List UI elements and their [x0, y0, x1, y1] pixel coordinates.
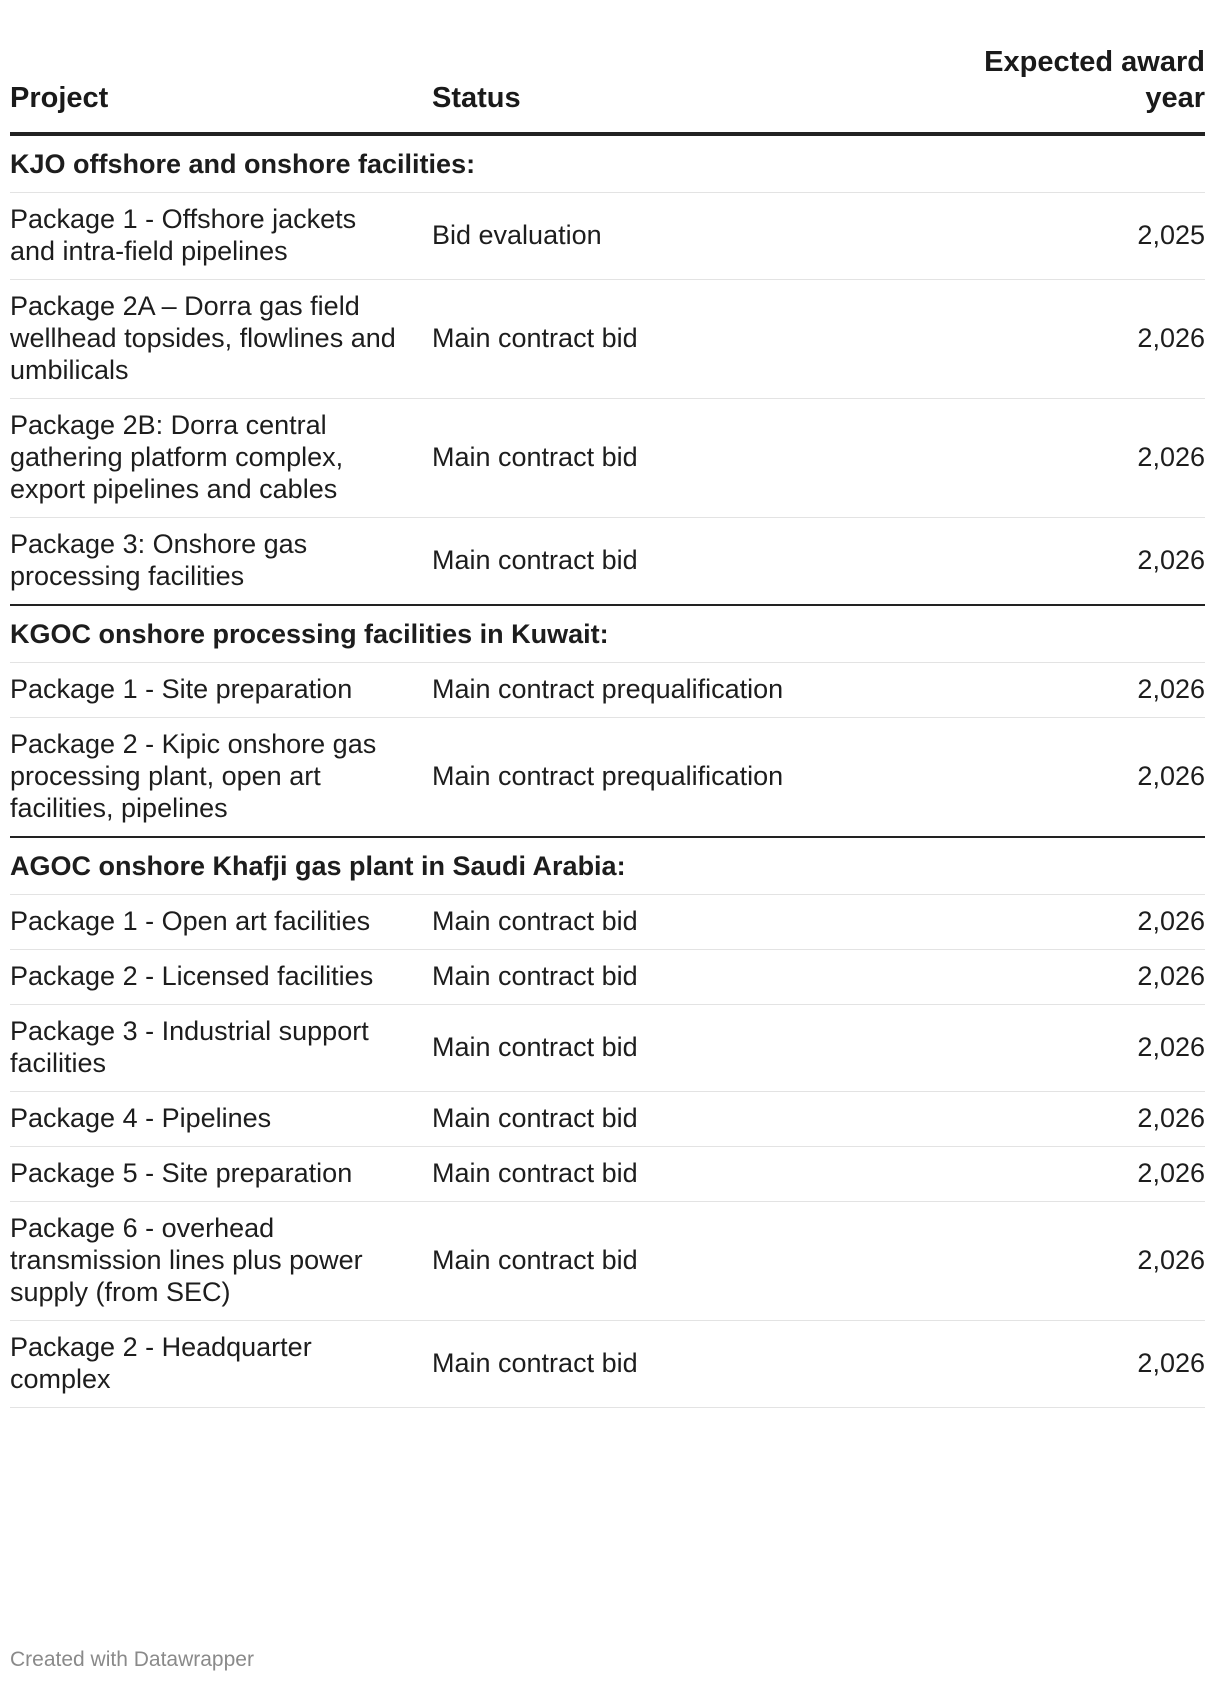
table-body [10, 134, 1205, 1408]
table-header [10, 44, 1205, 134]
table-row [10, 895, 1205, 950]
table-row [10, 1005, 1205, 1092]
project-cell: Package 1 - Site preparation [10, 674, 353, 704]
table-row [10, 1147, 1205, 1202]
award-year-cell: 2,026 [1137, 961, 1205, 991]
status-cell: Main contract bid [432, 442, 638, 472]
project-cell: Package 5 - Site preparation [10, 1158, 353, 1188]
status-cell: Main contract bid [432, 961, 638, 991]
project-cell: Package 1 - Open art facilities [10, 906, 371, 936]
table-row [10, 1321, 1205, 1408]
award-year-cell: 2,026 [1137, 1103, 1205, 1133]
status-cell: Main contract prequalification [432, 674, 784, 704]
project-cell: Package 6 - overhead transmission lines plus power supply (from SEC) [10, 1213, 363, 1307]
status-cell: Main contract bid [432, 906, 638, 936]
award-year-cell: 2,025 [1137, 220, 1205, 250]
group-title: AGOC onshore Khafji gas plant in Saudi Arabia: [10, 851, 626, 881]
award-year-cell: 2,026 [1137, 1348, 1205, 1378]
table-row [10, 1202, 1205, 1321]
project-cell: Package 1 - Offshore jackets and intra-field pipelines [10, 204, 357, 266]
group-title: KGOC onshore processing facilities in Kuwait: [10, 619, 609, 649]
header-expected-award-year[interactable]: Expected award year [984, 46, 1205, 114]
status-cell: Main contract bid [432, 1103, 638, 1133]
table-row [10, 193, 1205, 280]
award-year-cell: 2,026 [1137, 1032, 1205, 1062]
datawrapper-credit[interactable]: Created with Datawrapper [10, 1648, 254, 1671]
projects-table [10, 44, 1205, 1408]
project-cell: Package 3: Onshore gas processing facilities [10, 529, 308, 591]
status-cell: Bid evaluation [432, 220, 602, 250]
table-row [10, 399, 1205, 518]
group-header-row [10, 605, 1205, 663]
status-cell: Main contract bid [432, 1245, 638, 1275]
table-row [10, 663, 1205, 718]
group-header-row [10, 134, 1205, 193]
group-title: KJO offshore and onshore facilities: [10, 149, 476, 179]
table-row [10, 1092, 1205, 1147]
status-cell: Main contract bid [432, 1158, 638, 1188]
project-cell: Package 2 - Headquarter complex [10, 1332, 312, 1394]
projects-table-container [10, 44, 1205, 1408]
table-row [10, 280, 1205, 399]
award-year-cell: 2,026 [1137, 545, 1205, 575]
award-year-cell: 2,026 [1137, 323, 1205, 353]
award-year-cell: 2,026 [1137, 442, 1205, 472]
project-cell: Package 2 - Licensed facilities [10, 961, 374, 991]
award-year-cell: 2,026 [1137, 1158, 1205, 1188]
project-cell: Package 2 - Kipic onshore gas processing plant, open art facilities, pipelines [10, 729, 377, 823]
status-cell: Main contract bid [432, 545, 638, 575]
table-row [10, 718, 1205, 838]
header-project[interactable]: Project [10, 82, 109, 114]
header-status[interactable]: Status [432, 82, 521, 114]
project-cell: Package 3 - Industrial support facilities [10, 1016, 369, 1078]
status-cell: Main contract bid [432, 1348, 638, 1378]
status-cell: Main contract bid [432, 1032, 638, 1062]
status-cell: Main contract prequalification [432, 761, 784, 791]
award-year-cell: 2,026 [1137, 761, 1205, 791]
project-cell: Package 2B: Dorra central gathering platform complex, export pipelines and cables [10, 410, 344, 504]
project-cell: Package 4 - Pipelines [10, 1103, 272, 1133]
group-header-row [10, 837, 1205, 895]
table-row [10, 950, 1205, 1005]
project-cell: Package 2A – Dorra gas field wellhead topsides, flowlines and umbilicals [10, 291, 396, 385]
table-row [10, 518, 1205, 606]
award-year-cell: 2,026 [1137, 1245, 1205, 1275]
status-cell: Main contract bid [432, 323, 638, 353]
award-year-cell: 2,026 [1137, 674, 1205, 704]
award-year-cell: 2,026 [1137, 906, 1205, 936]
